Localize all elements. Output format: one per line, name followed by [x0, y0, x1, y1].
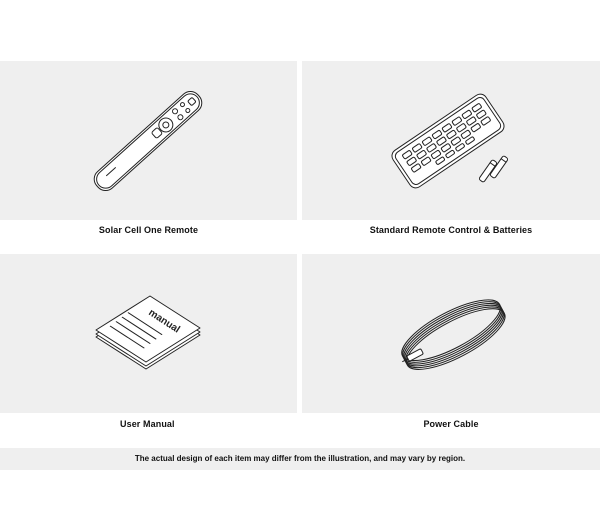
item-card-standard-remote — [302, 61, 600, 220]
user-manual-icon — [0, 254, 297, 413]
item-card-power-cable — [302, 254, 600, 413]
disclaimer-text: The actual design of each item may differ from the illustration, and may vary by region. — [134, 454, 466, 463]
power-cable-icon — [302, 254, 600, 413]
item-caption: Solar Cell One Remote — [98, 225, 199, 235]
standard-remote-batteries-icon — [302, 61, 600, 220]
item-card-solar-remote — [0, 61, 297, 220]
item-caption: Power Cable — [423, 419, 479, 429]
item-caption: User Manual — [120, 419, 175, 429]
item-caption: Standard Remote Control & Batteries — [369, 225, 533, 235]
item-card-user-manual — [0, 254, 297, 413]
manual-cover-text: manual — [146, 307, 182, 336]
solar-remote-icon — [0, 61, 297, 220]
